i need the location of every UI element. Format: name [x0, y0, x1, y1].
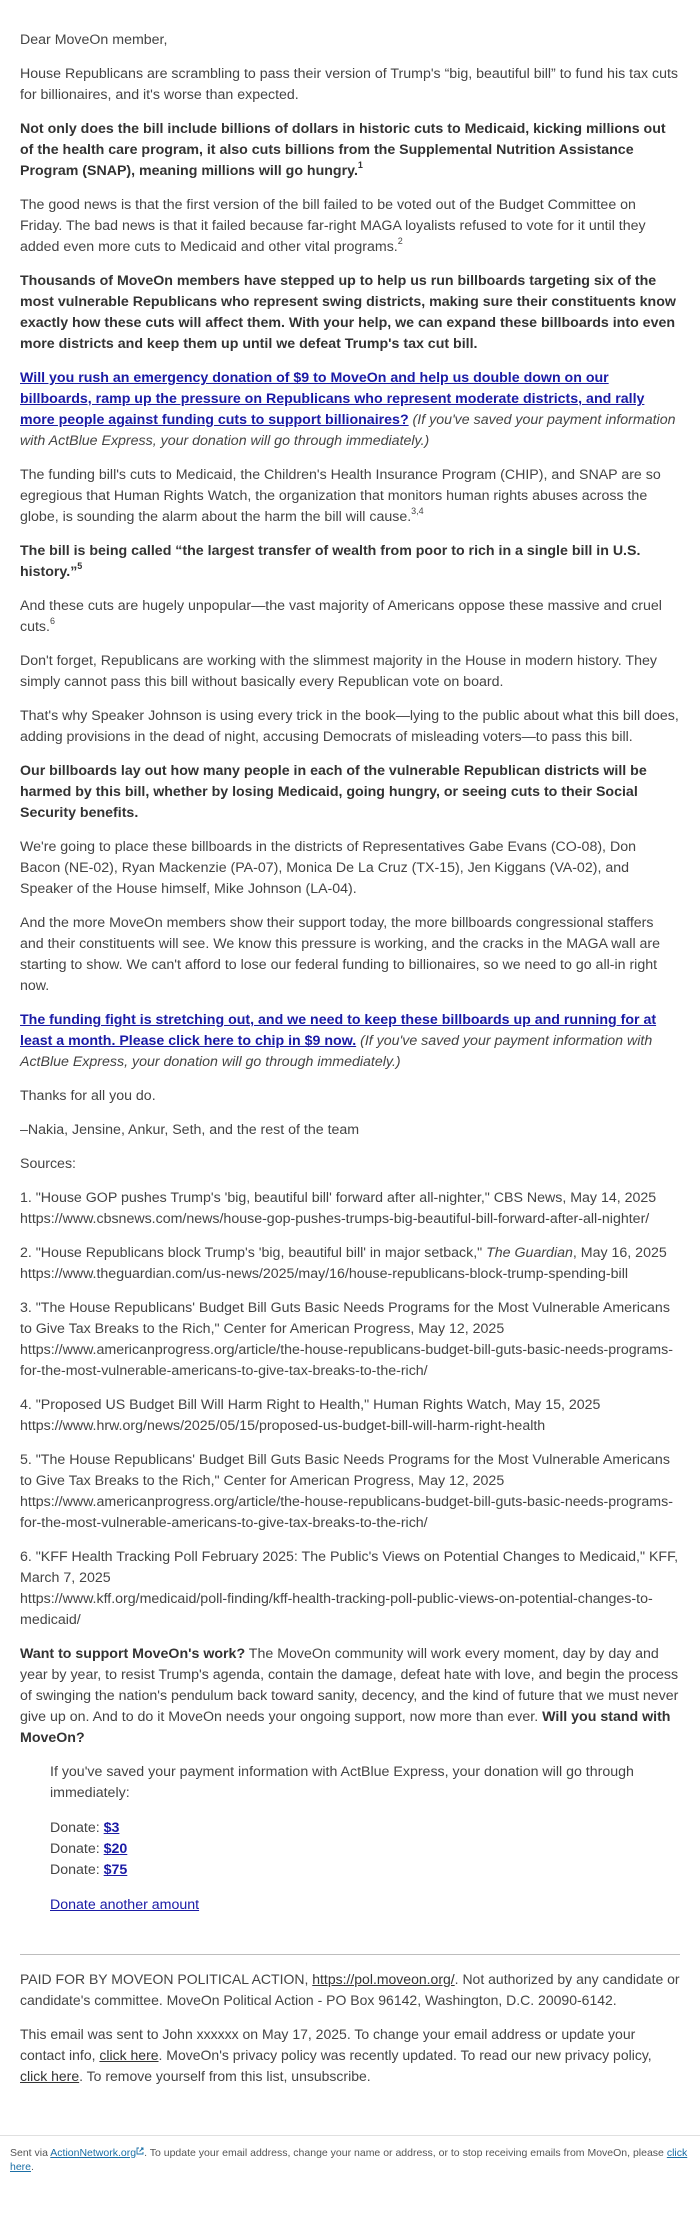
donate-cta-link[interactable]: Will you rush an emergency donation of $9 to MoveOn and help us double down on our billboards, ramp up the pressure on Republicans who represent moderate districts, and rally more people against funding cuts to support billionaires? — [20, 370, 645, 428]
donate-row: Donate: $3 — [50, 1820, 120, 1836]
source-item: 1. "House GOP pushes Trump's 'big, beautiful bill' forward after all-nighter," CBS News, May 14, 2025 https://www.cbsnews.com/news/house-gop-pushes-trumps-big-beautiful-bill-forward-after-all-nighter/ — [20, 1190, 657, 1227]
divider — [20, 1954, 680, 1955]
sources-label: Sources: — [20, 1156, 76, 1172]
legal-section — [20, 1969, 680, 2087]
thanks-line: Thanks for all you do. — [20, 1088, 156, 1104]
footnote-ref: 3,4 — [411, 506, 424, 517]
source-url: https://www.americanprogress.org/article/the-house-republicans-budget-bill-guts-basic-needs-programs-for-the-most-vulnerable-americans-to-give-tax-breaks-to-the-rich/ — [20, 1342, 673, 1379]
source-item: 5. "The House Republicans' Budget Bill Guts Basic Needs Programs for the Most Vulnerable Americans to Give Tax Breaks to the Rich," Center for American Progress, May 12, 2025 https://www.americanprogress.org/article/the-house-republicans-budget-bill-guts-basic-needs-programs-for-the-most-vulnerable-americans-to-give-tax-breaks-to-the-rich/ — [20, 1452, 673, 1531]
support-paragraph: Want to support MoveOn's work? The MoveOn community will work every moment, day by day and year by year, to resist Trump's agenda, contain the damage, defeat hate with love, and begin the process of swinging the nation's pendulum back toward sanity, decency, and the kind of future that we must never give up on. And to do it MoveOn needs your ongoing support, now more than ever. Will you stand with MoveOn? — [20, 1646, 679, 1746]
action-network-footer: Sent via ActionNetwork.org . To update your email address, change your name or address, or to stop receiving emails from MoveOn, please click here. — [0, 2135, 700, 2186]
majority-paragraph: Don't forget, Republicans are working with the slimmest majority in the House in modern history. They simply cannot pass this bill without basically every Republican vote on board. — [20, 653, 657, 690]
express-note: If you've saved your payment information with ActBlue Express, your donation will go through immediately: — [50, 1764, 634, 1801]
actblue-note: (If you've saved your payment information with ActBlue Express, your donation will go through immediately.) — [20, 412, 676, 449]
donate-other-link[interactable]: Donate another amount — [50, 1897, 200, 1913]
signoff-line: –Nakia, Jensine, Ankur, Seth, and the rest of the team — [20, 1122, 360, 1138]
update-contact-link[interactable]: click here — [99, 2047, 159, 2063]
actionnetwork-link[interactable]: ActionNetwork.org — [50, 2147, 137, 2159]
cta-paragraph-1 — [20, 368, 680, 452]
source-item: 4. "Proposed US Budget Bill Will Harm Right to Health," Human Rights Watch, May 15, 2025 https://www.hrw.org/news/2025/05/15/proposed-us-budget-bill-will-harm-right-health — [20, 1397, 601, 1434]
paid-for-disclaimer: PAID FOR BY MOVEON POLITICAL ACTION, https://pol.moveon.org/. Not authorized by any candidate or candidate's committee. MoveOn Political Action - PO Box 96142, Washington, D.C. 20090-6142. — [20, 1971, 680, 2008]
source-url: https://www.americanprogress.org/article/the-house-republicans-budget-bill-guts-basic-needs-programs-for-the-most-vulnerable-americans-to-give-tax-breaks-to-the-rich/ — [20, 1494, 673, 1531]
source-url: https://www.cbsnews.com/news/house-gop-pushes-trumps-big-beautiful-bill-forward-after-all-nighter/ — [20, 1211, 650, 1227]
source-item: 6. "KFF Health Tracking Poll February 2025: The Public's Views on Potential Changes to Medicaid," KFF, March 7, 2025 https://www.kff.org/medicaid/poll-finding/kff-health-tracking-poll-public-views-on-potential-changes-to-medicaid/ — [20, 1549, 679, 1628]
footnote-ref: 5 — [77, 561, 83, 572]
source-item: 2. "House Republicans block Trump's 'big, beautiful bill' in major setback," The Guardian, May 16, 2025 https://www.theguardian.com/us-news/2025/may/16/house-republicans-block-trump-spending-bill — [20, 1245, 667, 1282]
sent-to-notice: This email was sent to John xxxxxx on May 17, 2025. To change your email address or update your contact info, click here. MoveOn's privacy policy was recently updated. To read our new privacy policy, click here. To remove yourself from this list, unsubscribe. — [20, 2026, 652, 2084]
actblue-note: (If you've saved your payment information with ActBlue Express, your donation will go through immediately.) — [20, 1033, 653, 1070]
source-url: https://www.theguardian.com/us-news/2025/may/16/house-republicans-block-trump-spending-bill — [20, 1266, 629, 1282]
source-item: 3. "The House Republicans' Budget Bill Guts Basic Needs Programs for the Most Vulnerable Americans to Give Tax Breaks to the Rich," Center for American Progress, May 12, 2025 https://www.americanprogress.org/article/the-house-republicans-budget-bill-guts-basic-needs-programs-for-the-most-vulnerable-americans-to-give-tax-breaks-to-the-rich/ — [20, 1300, 673, 1379]
good-news-paragraph: The good news is that the first version of the bill failed to be voted out of the Budget Committee on Friday. The bad news is that it failed because far-right MAGA loyalists refused to vote for it until they added even more cuts to Medicaid and other vital programs.$^2$ — [20, 197, 646, 255]
johnson-paragraph: That's why Speaker Johnson is using every trick in the book—lying to the public about what this bill does, adding provisions in the dead of night, accusing Democrats of misleading voters—to pass this bill. — [20, 708, 679, 745]
donate-row: Donate: $75 — [50, 1862, 128, 1878]
pressure-paragraph: And the more MoveOn members show their support today, the more billboards congressional staffers and their constituents will see. We know this pressure is working, and the cracks in the MAGA wall are starting to show. We can't afford to lose our federal funding to billionaires, so we need to go all-in right now. — [20, 915, 661, 994]
pol-moveon-link[interactable]: https://pol.moveon.org/ — [312, 1971, 455, 1987]
cta-paragraph-2 — [20, 1010, 680, 1073]
footnote-ref: 1 — [357, 160, 363, 171]
intro-paragraph: House Republicans are scrambling to pass their version of Trump's “big, beautiful bill” to fund his tax cuts for billionaires, and it's worse than expected. — [20, 66, 679, 103]
districts-paragraph: We're going to place these billboards in the districts of Representatives Gabe Evans (CO-08), Don Bacon (NE-02), Ryan Mackenzie (PA-07), Monica De La Cruz (TX-15), Jen Kiggans (VA-02), and Speaker of the House himself, Mike Johnson (LA-04). — [20, 839, 636, 897]
source-url: https://www.kff.org/medicaid/poll-finding/kff-health-tracking-poll-public-views-on-potential-changes-to-medicaid/ — [20, 1591, 653, 1628]
sources-list — [20, 1188, 680, 1631]
donate-20-link[interactable]: $20 — [103, 1841, 128, 1857]
external-link-icon — [136, 2147, 144, 2155]
chip-in-cta-link[interactable]: The funding fight is stretching out, and we need to keep these billboards up and running for at least a month. Please click here to chip in $9 now. — [20, 1012, 657, 1049]
wealth-transfer-paragraph: The bill is being called “the largest transfer of wealth from poor to rich in a single bill in U.S. history.”$^5$ — [20, 543, 641, 580]
donate-3-link[interactable]: $3 — [103, 1820, 120, 1836]
donate-list — [50, 1818, 680, 1881]
footnote-ref: 6 — [49, 616, 55, 627]
footer-click-here-link[interactable]: click here — [10, 2147, 688, 2173]
donate-box — [50, 1762, 680, 1938]
bold-paragraph-cuts: Not only does the bill include billions of dollars in historic cuts to Medicaid, kicking millions out of the health care program, it also cuts billions from the Supplemental Nutrition Assistance Program (SNAP), meaning millions will go hungry.$^1$ — [20, 121, 666, 179]
footnote-ref: 2 — [397, 236, 403, 247]
hrw-paragraph: The funding bill's cuts to Medicaid, the Children's Health Insurance Program (CHIP), and SNAP are so egregious that Human Rights Watch, the organization that monitors human rights abuses across the globe, is sounding the alarm about the harm the bill will cause.$^{3,4}$ — [20, 467, 661, 525]
donate-row: Donate: $20 — [50, 1841, 128, 1857]
source-url: https://www.hrw.org/news/2025/05/15/proposed-us-budget-bill-will-harm-right-health — [20, 1418, 546, 1434]
bold-paragraph-billboards: Thousands of MoveOn members have stepped up to help us run billboards targeting six of the most vulnerable Republicans who represent swing districts, making sure their constituents know exactly how these cuts will affect them. With your help, we can expand these billboards into even more districts and keep them up until we defeat Trump's tax cut bill. — [20, 273, 676, 352]
bold-paragraph-harm: Our billboards lay out how many people in each of the vulnerable Republican districts will be harmed by this bill, whether by losing Medicaid, going hungry, or seeing cuts to their Social Security benefits. — [20, 763, 647, 821]
greeting: Dear MoveOn member, — [20, 32, 168, 48]
privacy-policy-link[interactable]: click here — [20, 2068, 80, 2084]
publication-name: The Guardian — [486, 1245, 573, 1261]
donate-75-link[interactable]: $75 — [103, 1862, 128, 1878]
unpopular-paragraph: And these cuts are hugely unpopular—the vast majority of Americans oppose these massive and cruel cuts.$^6$ — [20, 598, 662, 635]
